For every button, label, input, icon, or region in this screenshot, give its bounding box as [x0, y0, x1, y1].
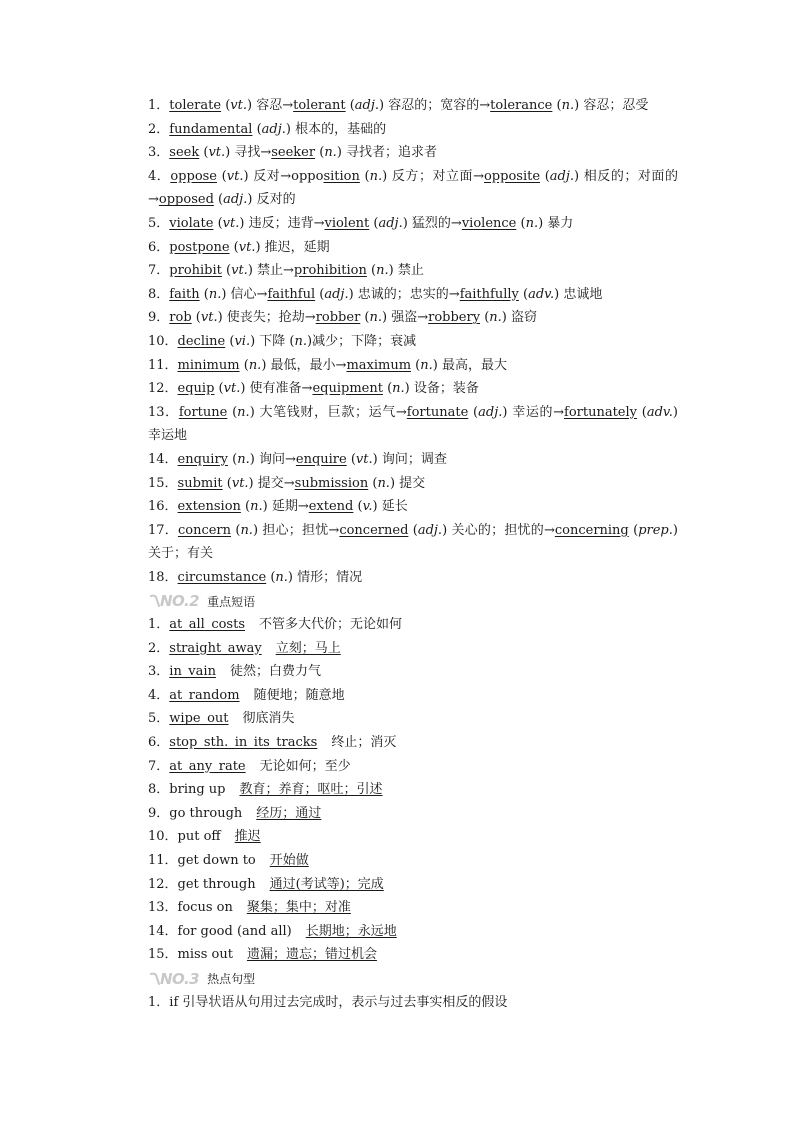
- item-text: ) 禁止→: [247, 263, 294, 279]
- item-number: 11．: [148, 357, 178, 373]
- item-text: (: [637, 404, 647, 420]
- item-text: (: [221, 263, 232, 279]
- item-text: ) 情形；情况: [287, 569, 363, 585]
- part-of-speech: n.: [324, 145, 337, 161]
- part-of-speech: adj.: [478, 404, 503, 420]
- underlined-answer: at_any_rate: [169, 758, 246, 774]
- underlined-answer: enquire: [295, 451, 347, 467]
- item-text: ) 最高，最大: [432, 357, 507, 373]
- item-text: (: [315, 145, 325, 161]
- item-text: ) 信心→: [221, 286, 268, 302]
- item-text: 终止；消灭: [331, 735, 397, 751]
- vocab-item: [120, 165, 678, 212]
- item-text: )减少；下降；衰减: [307, 333, 417, 349]
- underlined-answer: 长期地；永远地: [305, 923, 397, 939]
- item-text: (: [225, 333, 235, 349]
- item-text: ) 使丧失；抢劫→: [217, 310, 316, 326]
- underlined-answer: maximum: [346, 357, 412, 373]
- underlined-answer: tolerant: [293, 98, 346, 113]
- underlined-answer: straight_away: [169, 640, 262, 656]
- item-number: 6．: [148, 239, 170, 255]
- phrase-item: [120, 920, 678, 944]
- part-of-speech: adj.: [549, 168, 575, 184]
- part-of-speech: n.: [525, 215, 539, 231]
- item-text: (: [353, 499, 363, 515]
- phrase-item: [120, 637, 678, 661]
- phrase-item: [120, 778, 678, 802]
- item-text: go through: [169, 805, 243, 821]
- item-text: ) 提交: [389, 475, 426, 491]
- underlined-answer: 开始做: [269, 853, 309, 868]
- item-text: (: [518, 286, 529, 302]
- item-text: 无论如何；至少: [259, 758, 351, 774]
- section-badge-text: NO.2: [160, 592, 200, 611]
- item-text: (: [199, 286, 209, 302]
- item-text: ) 下降 (: [250, 333, 295, 349]
- item-text: get down to: [177, 853, 256, 868]
- item-text: (: [252, 121, 262, 137]
- vocab-item: [120, 94, 678, 118]
- item-text: (: [229, 239, 239, 255]
- item-number: 15．: [148, 947, 178, 963]
- item-number: 10．: [148, 829, 178, 845]
- item-number: 15．: [148, 475, 178, 491]
- vocab-item: [120, 377, 678, 401]
- item-text: (: [240, 499, 251, 515]
- item-text: (: [411, 357, 421, 373]
- section-title: 热点句型: [207, 972, 256, 987]
- item-text: (: [266, 569, 276, 585]
- item-text: ) 反对的: [247, 192, 296, 208]
- item-text: ) 最低，最小→: [261, 357, 347, 373]
- underlined-answer: violent: [324, 215, 370, 231]
- underlined-answer: 遗漏；遗忘；错过机会: [246, 947, 377, 963]
- item-number: 3．: [148, 145, 170, 161]
- item-text: ) 担心；担忧→: [252, 522, 340, 538]
- underlined-answer: decline: [177, 333, 226, 349]
- vocab-item: [120, 401, 678, 448]
- item-number: 10．: [148, 333, 178, 349]
- item-text: ) 忠诚的；忠实的→: [348, 286, 460, 302]
- phrase-item: [120, 613, 678, 637]
- item-number: 1．: [148, 98, 170, 113]
- item-number: 2．: [148, 640, 170, 656]
- part-of-speech: n.: [208, 286, 222, 302]
- vocab-item: [120, 448, 678, 472]
- phrase-item: [120, 802, 678, 826]
- item-text: (: [213, 215, 223, 231]
- item-number: 13．: [148, 404, 179, 420]
- item-text: ) 大笔钱财，巨款；运气→: [249, 404, 407, 420]
- underlined-answer: seeker: [271, 145, 316, 161]
- item-number: 7．: [148, 758, 170, 774]
- item-text: ) 根本的，基础的: [285, 121, 387, 137]
- underlined-answer: minimum: [177, 357, 240, 373]
- item-text: (: [552, 98, 562, 113]
- part-of-speech: n.: [237, 404, 250, 420]
- underlined-answer: robber: [315, 310, 361, 326]
- item-text: ) 关于；有关: [148, 522, 678, 562]
- section-heading-key-phrases: [120, 589, 678, 613]
- underlined-answer: in_vain: [169, 664, 216, 680]
- item-text: ) 容忍的；宽容的→: [379, 98, 491, 113]
- part-of-speech: n.: [392, 381, 405, 397]
- part-of-speech: vi.: [234, 333, 251, 349]
- part-of-speech: n.: [250, 499, 263, 515]
- item-number: 4．: [148, 168, 171, 184]
- underlined-answer: submit: [177, 475, 223, 491]
- item-text: ) 盗窃: [501, 310, 538, 326]
- item-text: (: [408, 522, 418, 538]
- item-text: for good (and all): [177, 923, 292, 939]
- item-number: 12．: [148, 381, 178, 397]
- section-badge: [150, 592, 199, 610]
- part-of-speech: vt.: [208, 145, 226, 161]
- item-text: (: [346, 451, 356, 467]
- item-text: (: [540, 168, 550, 184]
- vocab-item: [120, 495, 678, 519]
- phrase-item: [120, 896, 678, 920]
- item-text: (: [382, 381, 393, 397]
- item-text: get through: [177, 876, 256, 892]
- item-text: ) 使有准备→: [240, 381, 313, 397]
- underlined-answer: circumstance: [177, 569, 267, 585]
- item-number: 7．: [148, 263, 170, 279]
- item-text: ) 询问→: [249, 451, 296, 467]
- item-number: 8．: [148, 782, 170, 798]
- part-of-speech: vt.: [230, 98, 247, 113]
- item-text: ) 幸运的→: [502, 404, 565, 420]
- part-of-speech: adj.: [417, 522, 443, 538]
- item-text: (: [359, 168, 370, 184]
- item-text: (: [228, 451, 238, 467]
- phrase-item: [120, 943, 678, 967]
- underlined-answer: faithfully: [459, 286, 519, 302]
- item-text: ) 提交→: [248, 475, 295, 491]
- part-of-speech: adv.: [646, 404, 673, 420]
- vocab-item: [120, 354, 678, 378]
- underlined-answer: at_random: [169, 687, 240, 703]
- item-text: miss out: [177, 947, 233, 963]
- item-text: (: [227, 404, 238, 420]
- item-text: ) 关心的；担忧的→: [442, 522, 555, 538]
- item-text: ) 容忍→: [247, 98, 294, 113]
- underlined-answer: concern: [177, 522, 232, 538]
- item-number: 2．: [148, 121, 170, 137]
- underlined-answer: 教育；养育；呕吐；引述: [239, 782, 383, 798]
- part-of-speech: adj.: [324, 286, 349, 302]
- underlined-answer: fortunate: [406, 404, 469, 420]
- item-text: (: [628, 522, 639, 538]
- phrase-item: [120, 707, 678, 731]
- vocab-item: [120, 259, 678, 283]
- vocab-item: [120, 141, 678, 165]
- item-text: (: [480, 310, 490, 326]
- underlined-answer: tolerate: [169, 98, 222, 113]
- part-of-speech: n.: [275, 569, 288, 585]
- item-number: 13．: [148, 900, 178, 916]
- item-text: put off: [177, 829, 221, 845]
- underlined-answer: opposite: [483, 168, 541, 184]
- item-text: (: [368, 475, 378, 491]
- part-of-speech: vt.: [200, 310, 218, 326]
- underlined-answer: violate: [169, 215, 214, 231]
- section-heading-sentence-patterns: [120, 967, 678, 991]
- item-text: ) 强盗→: [382, 310, 429, 326]
- item-text: if 引导状语从句用过去完成时，表示与过去事实相反的假设: [169, 994, 508, 1010]
- underlined-answer: 通过(考试等)；完成: [269, 876, 384, 892]
- underlined-answer: enquiry: [177, 451, 229, 467]
- phrase-item: [120, 849, 678, 873]
- item-text: bring up: [169, 782, 226, 798]
- part-of-speech: adj.: [223, 192, 248, 208]
- underlined-answer: equip: [177, 381, 215, 397]
- item-text: (: [199, 145, 209, 161]
- part-of-speech: adj.: [261, 121, 286, 137]
- section-badge-text: NO.3: [160, 969, 200, 988]
- part-of-speech: vt.: [355, 451, 373, 467]
- underlined-answer: rob: [169, 310, 192, 326]
- item-text: ) 猛烈的→: [402, 215, 462, 231]
- part-of-speech: vt.: [238, 239, 256, 255]
- item-text: (: [369, 215, 379, 231]
- item-text: (: [345, 98, 355, 113]
- part-of-speech: n.: [377, 475, 390, 491]
- underlined-answer: extend: [308, 499, 354, 515]
- section-title: 重点短语: [207, 594, 256, 609]
- part-of-speech: adv.: [528, 286, 555, 302]
- underlined-answer: fortune: [178, 404, 228, 420]
- phrase-item: [120, 731, 678, 755]
- vocab-item: [120, 472, 678, 496]
- phrase-item: [120, 660, 678, 684]
- underlined-answer: tolerance: [490, 98, 553, 113]
- item-text: (: [231, 522, 241, 538]
- underlined-answer: violence: [461, 215, 517, 231]
- item-number: 5．: [148, 215, 170, 231]
- item-text: (: [213, 192, 224, 208]
- underlined-answer: 聚集；集中；对准: [246, 900, 351, 916]
- item-text: ) 延长: [372, 499, 408, 515]
- underlined-answer: opposed: [158, 192, 214, 208]
- vocab-item: [120, 236, 678, 260]
- underlined-answer: faithful: [267, 286, 316, 302]
- underlined-answer: submission: [294, 475, 369, 491]
- item-text: 彻底消失: [242, 711, 295, 727]
- part-of-speech: adj.: [354, 98, 380, 113]
- vocab-item: [120, 330, 678, 354]
- item-number: 5．: [148, 711, 170, 727]
- part-of-speech: v.: [362, 499, 373, 515]
- part-of-speech: n.: [489, 310, 502, 326]
- item-number: 1．: [148, 617, 170, 633]
- underlined-answer: seek: [169, 145, 200, 161]
- item-text: ) 延期→: [262, 499, 309, 515]
- item-text: ) 容忍；忍受: [574, 98, 649, 113]
- vocab-item: [120, 566, 678, 590]
- item-number: 18．: [148, 569, 178, 585]
- vocabulary-list: [120, 94, 678, 589]
- underlined-answer: at_all_costs: [169, 617, 245, 633]
- underlined-answer: concerning: [554, 522, 629, 538]
- sentence-item: [120, 991, 678, 1015]
- part-of-speech: n.: [237, 451, 250, 467]
- phrase-item: [120, 684, 678, 708]
- underlined-answer: oppose: [170, 168, 218, 184]
- part-of-speech: vt.: [222, 215, 240, 231]
- item-number: 6．: [148, 735, 170, 751]
- underlined-answer: robbery: [428, 310, 481, 326]
- item-text: 不管多大代价；无论如何: [259, 617, 403, 633]
- part-of-speech: n.: [561, 98, 575, 113]
- part-of-speech: n.: [369, 168, 383, 184]
- sentence-pattern-list: [120, 991, 678, 1015]
- phrase-list: [120, 613, 678, 967]
- item-text: ) 忠诚地: [554, 286, 603, 302]
- underlined-answer: fundamental: [169, 121, 253, 137]
- underlined-answer: faith: [169, 286, 200, 302]
- item-text: (: [239, 357, 249, 373]
- item-text: (: [468, 404, 479, 420]
- item-text: ) 推迟，延期: [255, 239, 330, 255]
- item-text: ) 暴力: [538, 215, 574, 231]
- part-of-speech: vt.: [231, 475, 249, 491]
- item-number: 16．: [148, 499, 178, 515]
- item-text: (: [366, 263, 377, 279]
- item-number: 12．: [148, 876, 178, 892]
- item-text: 徒然；白费力气: [229, 664, 321, 680]
- underlined-answer: extension: [177, 499, 241, 515]
- part-of-speech: vt.: [223, 381, 241, 397]
- item-text: ) 寻找→: [225, 145, 272, 161]
- underlined-answer: wipe_out: [169, 711, 229, 727]
- part-of-speech: n.: [369, 310, 383, 326]
- underlined-answer: stop_sth._in_its_tracks: [169, 735, 318, 751]
- item-text: ) 反对→oppo: [243, 168, 324, 184]
- section-badge: [150, 970, 199, 988]
- item-number: 9．: [148, 805, 170, 821]
- part-of-speech: n.: [420, 357, 433, 373]
- item-text: (: [315, 286, 325, 302]
- item-number: 14．: [148, 451, 178, 467]
- item-number: 4．: [148, 687, 170, 703]
- item-text: ) 相反的；对面的→: [148, 168, 678, 208]
- item-text: ) 寻找者；追求者: [336, 145, 438, 161]
- item-text: ) 禁止: [388, 263, 424, 279]
- vocab-item: [120, 519, 678, 566]
- underlined-answer: concerned: [339, 522, 409, 538]
- vocab-item: [120, 306, 678, 330]
- item-number: 3．: [148, 664, 170, 680]
- underlined-answer: sition: [323, 168, 360, 184]
- item-number: 1．: [148, 994, 170, 1010]
- item-text: 随便地；随意地: [253, 687, 345, 703]
- item-text: (: [217, 168, 227, 184]
- item-text: ) 违反；违背→: [239, 215, 325, 231]
- phrase-item: [120, 825, 678, 849]
- vocab-item: [120, 283, 678, 307]
- item-text: (: [360, 310, 370, 326]
- underlined-answer: prohibit: [169, 263, 222, 279]
- underlined-answer: 推迟: [234, 829, 261, 845]
- item-number: 8．: [148, 286, 170, 302]
- item-text: (: [214, 381, 224, 397]
- underlined-answer: equipment: [312, 381, 383, 397]
- item-text: ) 询问；调查: [372, 451, 447, 467]
- part-of-speech: n.: [376, 263, 389, 279]
- item-number: 9．: [148, 310, 170, 326]
- item-text: ) 反方；对立面→: [382, 168, 484, 184]
- item-text: focus on: [177, 900, 233, 916]
- part-of-speech: n.: [240, 522, 253, 538]
- part-of-speech: n.: [294, 333, 308, 349]
- item-text: (: [221, 98, 231, 113]
- part-of-speech: adj.: [378, 215, 403, 231]
- underlined-answer: 经历；通过: [256, 805, 322, 821]
- part-of-speech: vt.: [226, 168, 244, 184]
- item-number: 14．: [148, 923, 178, 939]
- underlined-answer: prohibition: [293, 263, 367, 279]
- vocab-item: [120, 212, 678, 236]
- part-of-speech: vt.: [231, 263, 248, 279]
- item-text: (: [516, 215, 526, 231]
- underlined-answer: postpone: [169, 239, 230, 255]
- item-number: 17．: [148, 522, 178, 538]
- item-number: 11．: [148, 853, 178, 868]
- part-of-speech: n.: [248, 357, 262, 373]
- phrase-item: [120, 755, 678, 779]
- item-text: (: [222, 475, 232, 491]
- phrase-item: [120, 873, 678, 897]
- item-text: ) 设备；装备: [404, 381, 479, 397]
- underlined-answer: fortunately: [564, 404, 638, 420]
- vocab-item: [120, 118, 678, 142]
- part-of-speech: prep.: [638, 522, 673, 538]
- item-text: ) 幸运地: [148, 404, 678, 444]
- underlined-answer: 立刻；马上: [275, 640, 341, 656]
- document-body: [120, 94, 678, 1014]
- item-text: (: [191, 310, 201, 326]
